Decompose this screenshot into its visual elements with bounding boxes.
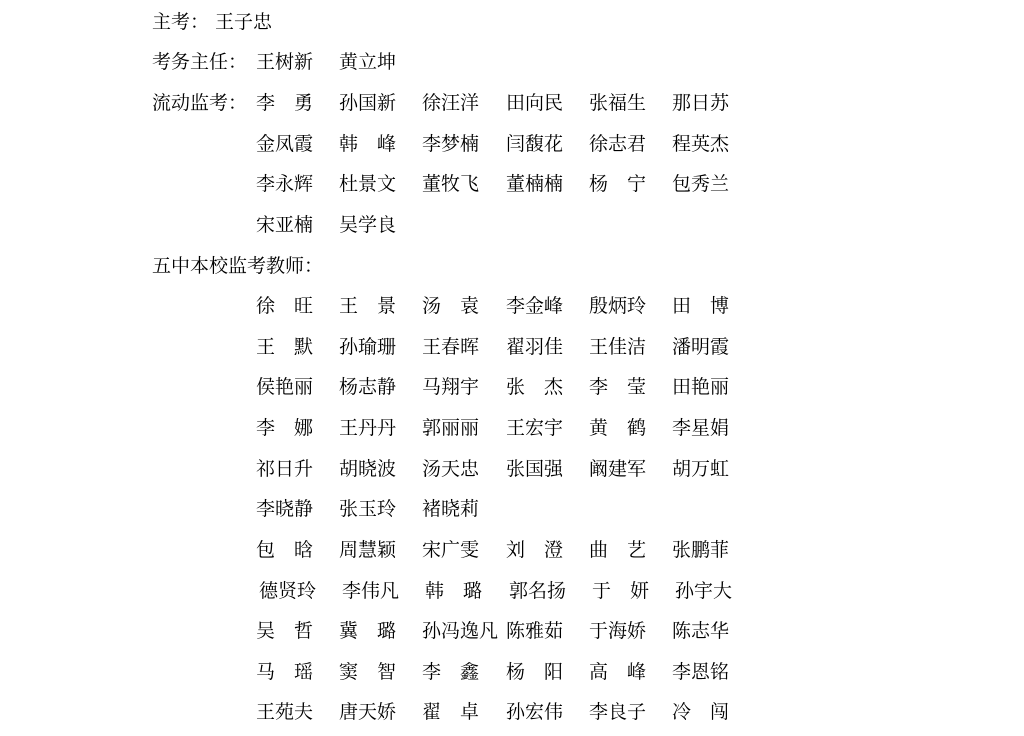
teacher-name: 徐 旺 [256, 295, 314, 317]
school-proctors-row [0, 497, 1024, 521]
teacher-name: 李 莹 [589, 376, 647, 398]
proctor-name: 杜景文 [339, 173, 397, 195]
teacher-name: 宋广雯 [422, 539, 480, 561]
school-proctors-label: 五中本校监考教师： [152, 255, 324, 277]
teacher-name: 潘明霞 [672, 336, 730, 358]
teacher-name: 李 娜 [256, 417, 314, 439]
teacher-name: 田艳丽 [672, 376, 730, 398]
teacher-name: 张 杰 [506, 376, 564, 398]
proctor-name: 那日苏 [672, 92, 730, 114]
teacher-name: 祁日升 [256, 458, 314, 480]
mobile-proctors-row [0, 91, 1024, 115]
proctor-name: 田向民 [506, 92, 564, 114]
teacher-name: 殷炳玲 [589, 295, 647, 317]
teacher-name: 孙宏伟 [506, 701, 564, 723]
teacher-name: 胡晓波 [339, 458, 397, 480]
teacher-name: 黄 鹤 [589, 417, 647, 439]
teacher-name: 马 瑶 [256, 661, 314, 683]
teacher-name: 高 峰 [589, 661, 647, 683]
school-proctors-row [0, 700, 1024, 724]
teacher-name: 汤天忠 [422, 458, 480, 480]
teacher-name: 王 默 [256, 336, 314, 358]
proctor-name: 李 勇 [256, 92, 314, 114]
teacher-name: 孙瑜珊 [339, 336, 397, 358]
teacher-name: 王 景 [339, 295, 397, 317]
proctor-name: 董牧飞 [422, 173, 480, 195]
teacher-name: 韩 璐 [425, 580, 483, 602]
exam-director-name: 王树新 [256, 51, 314, 73]
exam-director-name: 黄立坤 [339, 51, 397, 73]
mobile-proctors-label: 流动监考： [152, 92, 248, 114]
proctor-name: 吴学良 [339, 214, 397, 236]
teacher-name: 张玉玲 [339, 498, 397, 520]
teacher-name: 马翔宇 [422, 376, 480, 398]
mobile-proctors-row [0, 172, 1024, 196]
teacher-name: 窦 智 [339, 661, 397, 683]
teacher-name: 冀 璐 [339, 620, 397, 642]
teacher-name: 周慧颖 [339, 539, 397, 561]
teacher-name: 于 妍 [592, 580, 650, 602]
teacher-name: 孙冯逸凡 [422, 620, 499, 642]
mobile-proctors-row [0, 213, 1024, 237]
teacher-name: 郭名扬 [509, 580, 567, 602]
teacher-name: 于海娇 [589, 620, 647, 642]
school-proctors-row [0, 416, 1024, 440]
teacher-name: 冷 闯 [672, 701, 730, 723]
proctor-name: 金凤霞 [256, 133, 314, 155]
school-proctors-row [0, 619, 1024, 643]
proctor-name: 宋亚楠 [256, 214, 314, 236]
chief-examiner-name: 王子忠 [215, 11, 273, 33]
proctor-name: 张福生 [589, 92, 647, 114]
teacher-name: 褚晓莉 [422, 498, 480, 520]
school-proctors-row [0, 375, 1024, 399]
teacher-name: 德贤玲 [259, 580, 317, 602]
proctor-name: 徐志君 [589, 133, 647, 155]
school-proctors-row [0, 294, 1024, 318]
teacher-name: 王春晖 [422, 336, 480, 358]
teacher-name: 李伟凡 [342, 580, 400, 602]
teacher-name: 杨 阳 [506, 661, 564, 683]
school-proctors-row [0, 538, 1024, 562]
teacher-name: 汤 袁 [422, 295, 480, 317]
teacher-name: 陈雅茹 [506, 620, 564, 642]
school-proctors-row [0, 660, 1024, 684]
teacher-name: 郭丽丽 [422, 417, 480, 439]
teacher-name: 胡万虹 [672, 458, 730, 480]
teacher-name: 李金峰 [506, 295, 564, 317]
teacher-name: 孙宇大 [675, 580, 733, 602]
teacher-name: 李晓静 [256, 498, 314, 520]
teacher-name: 唐天娇 [339, 701, 397, 723]
teacher-name: 王宏宇 [506, 417, 564, 439]
teacher-name: 张鹏菲 [672, 539, 730, 561]
proctor-name: 徐汪洋 [422, 92, 480, 114]
teacher-name: 李恩铭 [672, 661, 730, 683]
teacher-name: 阚建军 [589, 458, 647, 480]
teacher-name: 杨志静 [339, 376, 397, 398]
teacher-name: 王丹丹 [339, 417, 397, 439]
proctor-name: 董楠楠 [506, 173, 564, 195]
teacher-name: 田 博 [672, 295, 730, 317]
proctor-name: 孙国新 [339, 92, 397, 114]
school-proctors-row [0, 579, 1024, 603]
teacher-name: 李良子 [589, 701, 647, 723]
mobile-proctors-row [0, 132, 1024, 156]
proctor-name: 李梦楠 [422, 133, 480, 155]
proctor-name: 杨 宁 [589, 173, 647, 195]
school-proctors-heading [0, 254, 1024, 278]
school-proctors-row [0, 335, 1024, 359]
teacher-name: 李 鑫 [422, 661, 480, 683]
exam-director-line [0, 50, 1024, 74]
proctor-name: 包秀兰 [672, 173, 730, 195]
teacher-name: 李星娟 [672, 417, 730, 439]
school-proctors-row [0, 457, 1024, 481]
teacher-name: 包 晗 [256, 539, 314, 561]
exam-director-label: 考务主任： [152, 51, 248, 73]
proctor-name: 闫馥花 [506, 133, 564, 155]
teacher-name: 刘 澄 [506, 539, 564, 561]
proctor-name: 李永辉 [256, 173, 314, 195]
teacher-name: 吴 哲 [256, 620, 314, 642]
teacher-name: 侯艳丽 [256, 376, 314, 398]
teacher-name: 张国强 [506, 458, 564, 480]
proctor-name: 韩 峰 [339, 133, 397, 155]
teacher-name: 陈志华 [672, 620, 730, 642]
proctor-name: 程英杰 [672, 133, 730, 155]
chief-examiner-label: 主考： [152, 11, 210, 33]
teacher-name: 王佳洁 [589, 336, 647, 358]
teacher-name: 王苑夫 [256, 701, 314, 723]
teacher-name: 翟 卓 [422, 701, 480, 723]
chief-examiner-line [0, 10, 1024, 34]
teacher-name: 曲 艺 [589, 539, 647, 561]
teacher-name: 翟羽佳 [506, 336, 564, 358]
